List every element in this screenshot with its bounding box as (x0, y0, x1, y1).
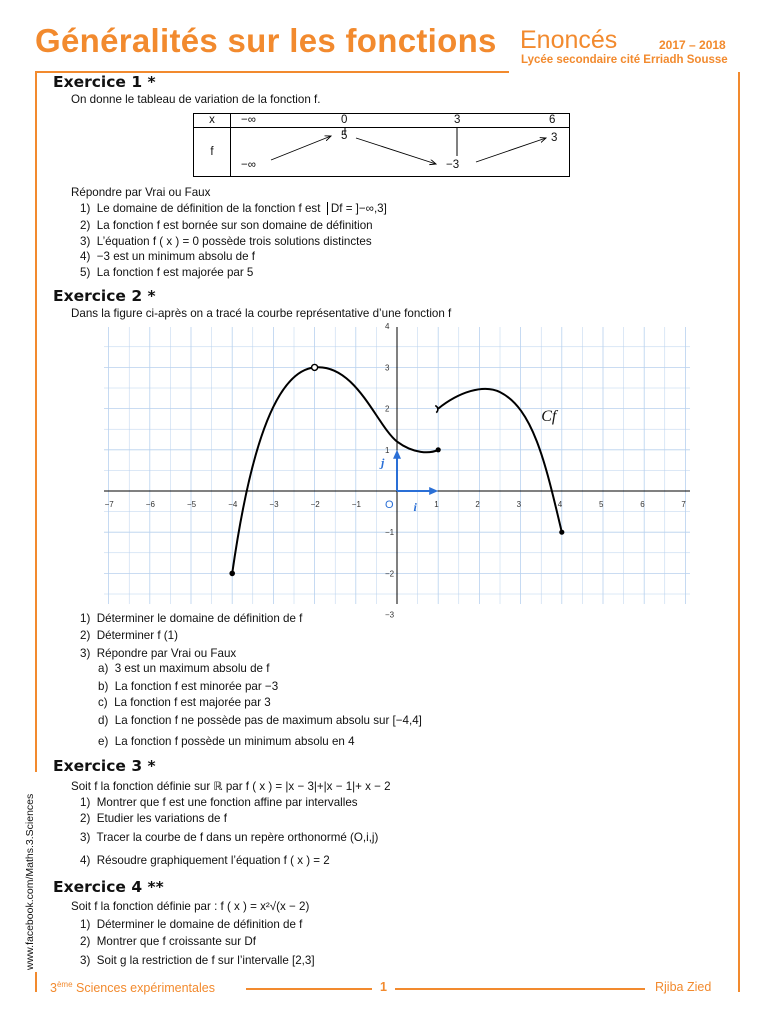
item-number: 4) (80, 250, 91, 263)
item-text: Déterminer le domaine de définition de f (96, 612, 303, 625)
item-text: L’équation f ( x ) = 0 possède trois solutions distinctes (96, 235, 372, 248)
x-tick-label: −3 (269, 500, 279, 509)
y-tick-label: 2 (385, 404, 390, 414)
x-tick-label: −1 (351, 500, 361, 509)
exercise-2-intro: Dans la figure ci-après on a tracé la courbe représentative d’une fonction f (71, 307, 452, 320)
ex3-item-3 (80, 831, 378, 844)
ex2-sub-c (98, 696, 271, 709)
item-number: 2) (80, 812, 91, 825)
ex1-item-2 (80, 219, 373, 232)
footer-class-rest: Sciences expérimentales (72, 981, 215, 996)
item-number: 2) (80, 219, 91, 232)
table-x-label: x (194, 114, 231, 128)
variation-arrows (231, 128, 571, 178)
item-number: 1) (80, 796, 91, 809)
side-link-text: www.facebook.com/Maths.3.Sciences (24, 793, 36, 970)
y-tick-label: −2 (385, 569, 395, 579)
footer-line-right (395, 988, 645, 990)
table-x-value: 0 (341, 114, 348, 126)
ex4-item-1 (80, 918, 302, 931)
item-text: Répondre par Vrai ou Faux (96, 647, 237, 660)
i-vector-head (429, 487, 438, 495)
graph-ticks (105, 322, 687, 619)
x-tick-label: −7 (104, 500, 114, 509)
item-text: Résoudre graphiquement l’équation f ( x ) = 2 (96, 854, 330, 867)
x-tick-label: 3 (516, 500, 522, 509)
table-x-value: 6 (549, 114, 556, 126)
frame-right-line (738, 72, 740, 992)
closed-point (436, 447, 441, 452)
item-text: Etudier les variations de f (96, 812, 227, 825)
footer-class (50, 980, 215, 995)
table-f-max: 5 (341, 130, 348, 142)
item-text: La fonction f est majorée par 3 (114, 696, 271, 709)
ex1-item-3 (80, 235, 372, 248)
item-text: 3 est un maximum absolu de f (114, 662, 270, 675)
x-tick-label: 6 (640, 500, 645, 509)
variation-table (193, 113, 570, 177)
school-years: 2017 – 2018 (659, 38, 726, 52)
x-tick-label: 4 (557, 500, 563, 509)
ex2-sub-b (98, 680, 278, 693)
origin-label: O (385, 499, 394, 511)
item-text: La fonction f ne possède pas de maximum absolu sur [−4,4] (114, 714, 422, 727)
x-tick-label: 1 (434, 500, 439, 509)
frame-left-line-bottom (35, 972, 37, 992)
exercise-4-title: Exercice 4 ** (53, 878, 164, 896)
exercise-3-title: Exercice 3 * (53, 757, 156, 775)
item-text: Déterminer le domaine de définition de f (96, 918, 303, 931)
x-tick-label: 2 (475, 500, 480, 509)
item-text: La fonction f est bornée sur son domaine de définition (96, 219, 373, 232)
x-tick-label: −4 (228, 500, 238, 509)
item-number: 3) (80, 831, 91, 844)
ex3-item-4 (80, 854, 330, 867)
ex3-item-2 (80, 812, 227, 825)
j-vector-head (393, 450, 401, 459)
table-f-min: −3 (446, 159, 460, 171)
item-number: 1) (80, 918, 91, 931)
item-number: a) (98, 662, 109, 675)
y-tick-label: 3 (385, 363, 390, 373)
footer-page-number: 1 (380, 980, 387, 994)
ex2-sub-a (98, 662, 269, 675)
item-text: −3 est un minimum absolu de f (96, 250, 255, 263)
table-x-value: −∞ (241, 114, 256, 126)
item-text: Déterminer f (1) (96, 629, 178, 642)
item-number: d) (98, 714, 109, 727)
item-text: Montrer que f croissante sur Df (96, 935, 256, 948)
exercise-1-question: Répondre par Vrai ou Faux (71, 186, 211, 199)
item-math: Df = ]−∞,3] (327, 202, 387, 215)
footer-class-sup: ème (56, 980, 73, 989)
frame-left-line (35, 72, 37, 772)
ex2-item-3 (80, 647, 236, 660)
ex2-item-2 (80, 629, 178, 642)
ex3-item-1 (80, 796, 358, 809)
curve-label: Cf (541, 407, 557, 425)
item-number: 2) (80, 629, 91, 642)
side-facebook-link[interactable] (24, 775, 42, 970)
ex4-item-3 (80, 954, 315, 967)
item-text: Montrer que f est une fonction affine par intervalles (96, 796, 358, 809)
closed-point (229, 571, 235, 577)
open-point (312, 364, 318, 370)
item-number: 3) (80, 954, 91, 967)
x-tick-label: 5 (599, 500, 604, 509)
i-vector-label: i (413, 500, 417, 514)
exercise-1-intro: On donne le tableau de variation de la fonction f. (71, 93, 321, 106)
page-title: Généralités sur les fonctions (35, 22, 497, 59)
x-tick-label: −6 (145, 500, 155, 509)
table-f-end: 3 (551, 132, 558, 144)
item-text: La fonction f est minorée par −3 (114, 680, 279, 693)
y-tick-label: 1 (385, 445, 390, 455)
item-number: 2) (80, 935, 91, 948)
exercise-4-intro: Soit f la fonction définie par : f ( x ) = x²√(x − 2) (71, 900, 310, 913)
open-bracket-point (435, 406, 438, 413)
table-f-label: f (194, 128, 231, 177)
item-text: Tracer la courbe de f dans un repère orthonormé (O,i,j) (96, 831, 379, 844)
item-number: 4) (80, 854, 91, 867)
item-number: c) (98, 696, 108, 709)
item-number: 3) (80, 647, 91, 660)
footer-class-number: 3 (50, 981, 57, 996)
footer-author: Rjiba Zied (655, 980, 712, 994)
item-number: e) (98, 735, 109, 748)
graph-axes (104, 327, 690, 604)
ex2-item-1 (80, 612, 302, 625)
ex1-item-4 (80, 250, 255, 263)
item-text: Soit g la restriction de f sur l’intervalle [2,3] (96, 954, 315, 967)
ex4-item-2 (80, 935, 256, 948)
school-name: Lycée secondaire cité Erriadh Sousse (521, 54, 728, 66)
x-tick-label: −2 (310, 500, 320, 509)
x-tick-label: −5 (187, 500, 197, 509)
ex1-item-1 (80, 202, 387, 215)
closed-point (559, 530, 564, 535)
j-vector-label: j (381, 455, 385, 470)
item-text: La fonction f possède un minimum absolu en 4 (114, 735, 355, 748)
ex2-sub-d (98, 714, 422, 727)
item-number: 3) (80, 235, 91, 248)
y-tick-label: 4 (385, 322, 390, 332)
exercise-3-intro: Soit f la fonction définie sur ℝ par f ( x ) = |x − 3|+|x − 1|+ x − 2 (71, 780, 391, 793)
item-number: 1) (80, 202, 91, 215)
item-number: 5) (80, 266, 91, 279)
item-number: 1) (80, 612, 91, 625)
exercise-1-title: Exercice 1 * (53, 73, 156, 91)
item-text: Le domaine de définition de la fonction f est (96, 202, 321, 215)
section-label: Enoncés (520, 26, 618, 54)
item-number: b) (98, 680, 109, 693)
exercise-2-title: Exercice 2 * (53, 287, 156, 305)
ex1-item-5 (80, 266, 253, 279)
y-tick-label: −3 (385, 610, 395, 620)
footer-line-left (246, 988, 372, 990)
table-x-value: 3 (454, 114, 461, 126)
y-tick-label: −1 (385, 528, 395, 538)
item-text: La fonction f est majorée par 5 (96, 266, 254, 279)
table-f-start: −∞ (241, 159, 256, 171)
ex2-sub-e (98, 735, 355, 748)
x-tick-label: 7 (681, 500, 686, 509)
